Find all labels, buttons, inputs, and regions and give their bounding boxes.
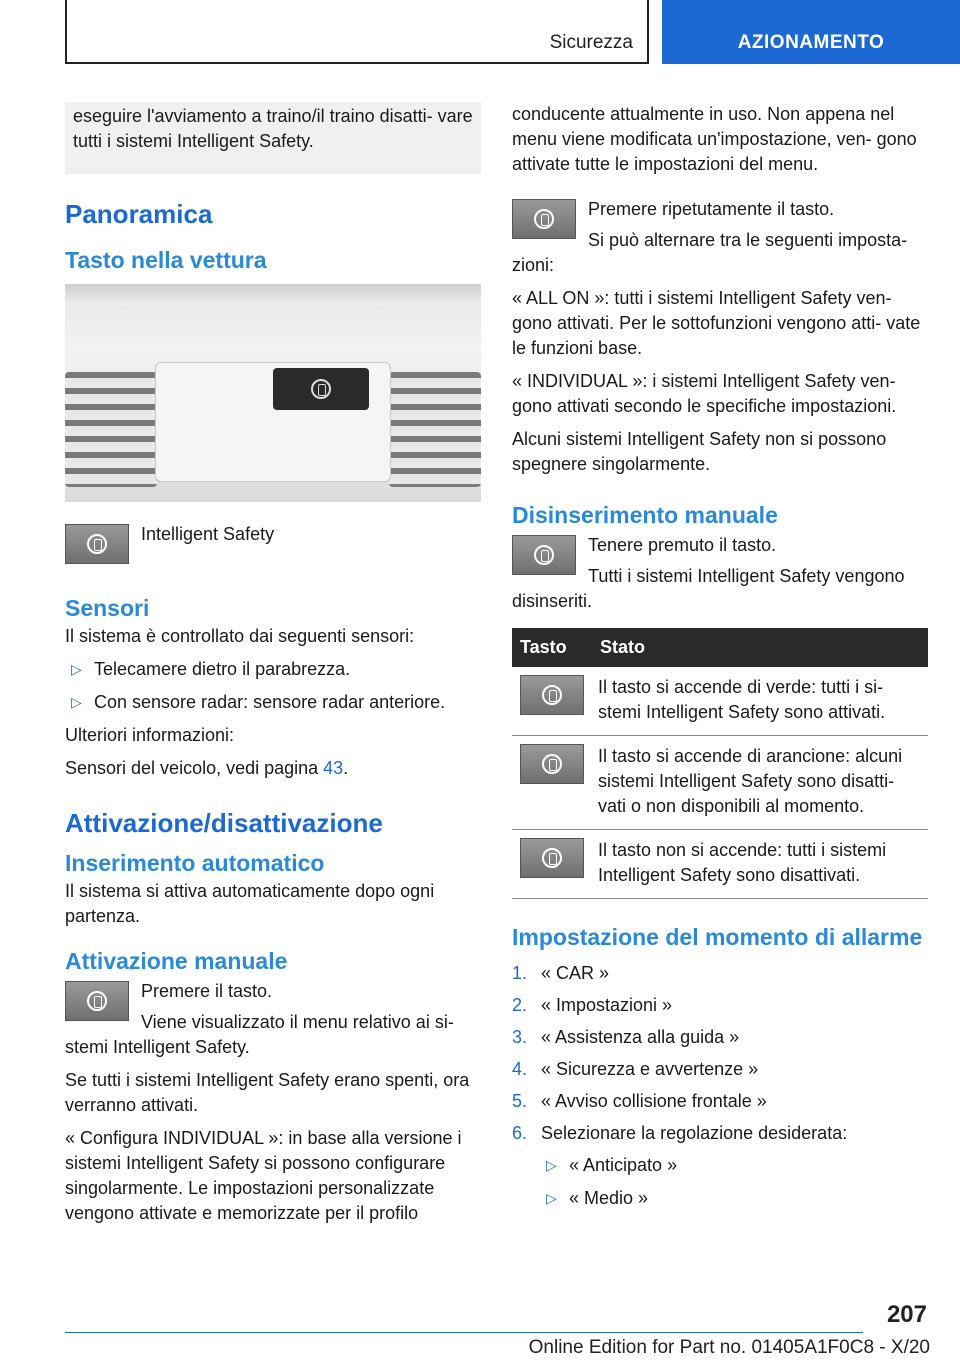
repeat-block [512,197,928,278]
step-text: Selezionare la regolazione desiderata: [541,1123,848,1143]
intelligent-safety-icon [542,754,562,774]
individual-text: « INDIVIDUAL »: i sistemi Intelligent Safety ven- gono attivati secondo le specifiche impostazioni. [512,371,897,416]
footer-edition: Online Edition for Part no. 01405A1F0C8 - X/20 [528,1337,930,1358]
step-text: « Impostazioni » [541,995,673,1015]
intelligent-safety-button-icon [65,981,129,1021]
repeat-step-1: Premere ripetutamente il tasto. [588,199,835,219]
dis-step-1: Tenere premuto il tasto. [588,535,777,555]
heading-tasto: Tasto nella vettura [65,247,267,273]
intelligent-safety-button-photo [273,368,369,410]
alcuni-text: Alcuni sistemi Intelligent Safety non si possono spegnere singolarmente. [512,429,887,474]
table-cell-stato: Il tasto si accende di arancione: alcuni sistemi Intelligent Safety sono disatti- vati o non disponibili al momento. [592,736,928,830]
air-vent-right [389,372,481,487]
sensori-intro: Il sistema è controllato dai seguenti sensori: [65,626,415,646]
heading-manuale: Attivazione manuale [65,948,288,974]
table-header-tasto: Tasto [512,628,592,667]
intelligent-safety-icon [87,991,107,1011]
list-item [512,993,928,1018]
manuale-step-1: Premere il tasto. [141,981,273,1001]
step-number: 5. [512,1091,528,1111]
air-vent-left [65,372,157,487]
left-column [65,102,481,1234]
intelligent-safety-icon [534,209,554,229]
step-number: 3. [512,1027,528,1047]
intelligent-safety-icon [534,545,554,565]
sensori-list [65,657,481,715]
intelligent-safety-off-icon [520,838,584,878]
disinserimento-block [512,533,928,614]
repeat-step-2: Si può alternare tra le seguenti imposta- zioni: [512,230,908,275]
intelligent-safety-icon [542,685,562,705]
dashboard-photo [65,284,481,502]
heading-impostazione: Impostazione del momento di allarme [512,924,923,950]
header-chapter-title: AZIONAMENTO [737,32,885,53]
inserimento-text: Il sistema si attiva automaticamente dopo ogni partenza. [65,881,435,926]
heading-panoramica: Panoramica [65,199,213,229]
list-item: ▷ Telecamere dietro il parabrezza. [65,657,481,682]
header-chapter-tab[interactable] [662,0,960,64]
table-cell-stato: Il tasto si accende di verde: tutti i si- stemi Intelligent Safety sono attivati. [592,667,928,736]
heading-inserimento: Inserimento automatico [65,850,325,876]
step-number: 4. [512,1059,528,1079]
list-item [512,961,928,986]
header-section-title: Sicurezza [549,32,633,53]
step-text: « CAR » [541,963,610,983]
page-reference [65,756,481,781]
page-reference-text: Sensori del veicolo, vedi pagina [65,758,324,778]
all-on-text: « ALL ON »: tutti i sistemi Intelligent Safety ven- gono attivati. Per le sottofunzioni vengono atti- vate le funzioni base. [512,288,921,358]
page-reference-link[interactable]: 43 [323,758,344,778]
manuale-text-4: « Configura INDIVIDUAL »: in base alla versione i sistemi Intelligent Safety si possono configurare singolarmente. Le impostazioni personalizzate vengono attivate e memorizzate per il profilo [65,1128,462,1223]
step-text: « Sicurezza e avvertenze » [541,1059,759,1079]
intelligent-safety-button-icon [512,535,576,575]
button-legend-label: Intelligent Safety [141,524,275,544]
note-box [65,102,481,174]
table-row [512,736,928,830]
list-item [512,1025,928,1050]
list-item [512,1121,928,1146]
page-number: 207 [886,1301,927,1328]
table-cell-stato: Il tasto non si accende: tutti i sistemi Intelligent Safety sono disattivati. [592,830,928,899]
intelligent-safety-icon [311,379,331,399]
table-row [512,667,928,736]
list-item [512,1089,928,1114]
step-number: 2. [512,995,528,1015]
list-item: ▷ « Medio » [540,1186,928,1211]
step-number: 6. [512,1123,528,1143]
table-row [512,830,928,899]
heading-disinserimento: Disinserimento manuale [512,502,778,528]
footer-divider [65,1332,863,1333]
dis-step-2: Tutti i sistemi Intelligent Safety vengono disinseriti. [512,566,905,611]
intelligent-safety-icon [87,534,107,554]
heading-sensori: Sensori [65,595,150,621]
header-section-box [65,0,649,64]
step-text: « Avviso collisione frontale » [541,1091,767,1111]
table-header-stato: Stato [592,628,928,667]
intelligent-safety-button-icon [512,199,576,239]
intelligent-safety-icon [542,848,562,868]
manuale-block [65,979,481,1060]
step-number: 1. [512,963,528,983]
list-item: ▷ Con sensore radar: sensore radar anteriore. [65,690,481,715]
more-info-label: Ulteriori informazioni: [65,725,235,745]
list-item [512,1057,928,1082]
intelligent-safety-orange-icon [520,744,584,784]
table-header-row [512,628,928,667]
sub-options-list [540,1153,928,1211]
step-text: « Assistenza alla guida » [541,1027,740,1047]
intelligent-safety-button-icon [65,524,129,564]
heading-attivazione: Attivazione/disattivazione [65,808,383,838]
continued-text: conducente attualmente in uso. Non appena nel menu viene modificata un'impostazione, ven- gono attivate tutte le impostazioni del menu. [512,104,917,174]
steps-list [512,961,928,1146]
list-item: ▷ « Anticipato » [540,1153,928,1178]
state-table [512,628,928,899]
manuale-text-3: Se tutti i sistemi Intelligent Safety erano spenti, ora verranno attivati. [65,1070,470,1115]
button-legend [65,522,481,568]
note-text: eseguire l'avviamento a traino/il traino disatti- vare tutti i sistemi Intelligent Safety. [73,106,473,151]
page-reference-end: . [343,758,349,778]
manuale-step-2: Viene visualizzato il menu relativo ai si- stemi Intelligent Safety. [65,1012,454,1057]
right-column [512,102,928,1219]
intelligent-safety-green-icon [520,675,584,715]
